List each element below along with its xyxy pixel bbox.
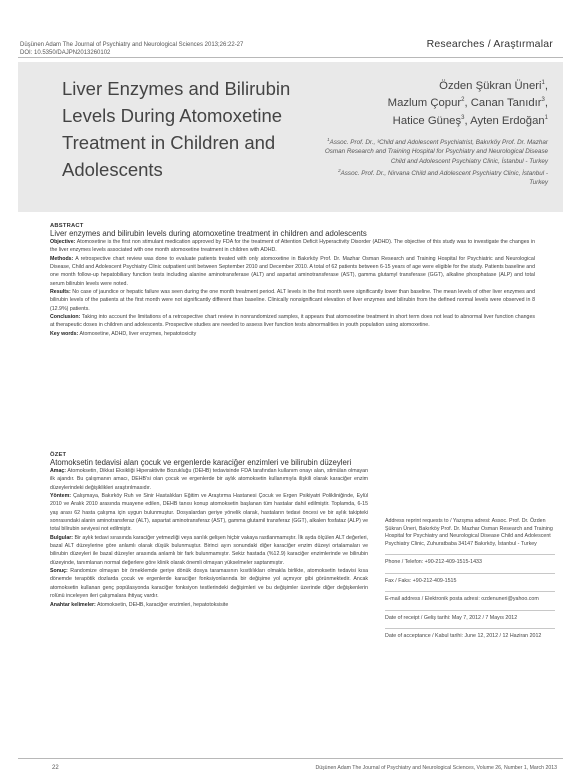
title-line: Adolescents <box>62 159 163 180</box>
author-sep: , <box>464 114 471 127</box>
date-of-acceptance: Date of acceptance / Kabul tarihi: June 12, 2012 / 12 Haziran 2012 <box>385 633 542 639</box>
bulgular-text: Bir aylık tedavi sırasında karaciğer yetmezliği veya sarılık gelişen hiçbir vakaya rastlanmamıştır. İlk ayda ölçülen ALT değerleri, bazal ALT düzeylerine göre anlamlı olarak düşük bulunmuştur. Birinci ayın sonundaki diğer karaciğer enzim düzeyi ortalamaları ve bilirubin düzeyleri ile bazal düzeyler arasında anlamlı bir fark bulunmamıştır. Sekiz hastada (%12.9) karaciğer enzimlerinde ve bilirubin düzeyinde, tanımlanan normal değerlere göre klinik olarak önemli olmayan yükselmeler saptanmıştır. <box>50 534 368 566</box>
affiliation <box>318 135 548 166</box>
affiliation-sup: 2 <box>338 167 341 173</box>
results-text: No case of jaundice or hepatic failure was seen during the one month treatment period. ALT levels in the first month were significantly lower than baseline. The mean levels of other liver enzymes and bilirubin levels of the patients at the first month were not significantly different than baseline. Clinically nonsignificant elevation of liver enzymes and bilirubin from the defined normal levels were observed in 8 (12.9%) patients. <box>50 289 535 312</box>
anahtar-text: Atomoksetin, DEHB, karaciğer enzimleri, hepatotoksisite <box>95 601 229 608</box>
sonuc-text: Randomize olmayan bir örneklemde geriye dönük dosya taramasının kısıtlılıkları olmakla birlikte, atomoksetin tedavisi kısa dönemde terapötik dozlarda çocuk ve ergenlerde karaciğer fonksiyonlarında bir değişime yol açmıyor gibi görünmektedir. Ancak atomoksetin kullanan genç popülasyonda karaciğer fonksiyon testlerindeki değişimleri ve bu değişimler üzerinde diğer değişkenlerin rolünü inceleyen ileri çalışmalara ihtiyaç vardır. <box>50 568 368 600</box>
author-name: Ayten Erdoğan <box>470 114 545 127</box>
amac-text: Atomoksetin, Dikkat Eksikliği Hiperaktivite Bozukluğu (DEHB) tedavisinde FDA tarafından kullanım onayı alan, stimülan olmayan ilk ajandır. Bu çalışmanın amacı, DEHB'si olan çocuk ve ergenlerde bir aylık atomoksetin kullanımıyla ilişkili olarak karaciğer enzim düzeylerindeki değişiklikleri araştırılmasıdır. <box>50 468 368 491</box>
author-sup: 1 <box>541 80 545 86</box>
page-number: 22 <box>52 765 59 771</box>
correspondence-box <box>385 518 555 647</box>
abstract-title: Liver enzymes and bilirubin levels during atomoxetine treatment in children and adolescents <box>50 229 367 238</box>
divider <box>385 554 555 555</box>
yontem-label: Yöntem: <box>50 493 71 500</box>
results-label: Results: <box>50 289 71 296</box>
affiliation <box>318 166 548 188</box>
bulgular-label: Bulgular: <box>50 534 74 541</box>
author-name: Özden Şükran Üneri <box>439 79 542 92</box>
methods-text: A retrospective chart review was done to evaluate patients treated with only atomoxetine in Bakırköy Prof. Dr. Mazhar Osman Research and Training Hospital for Psychiatric and Neurological Disease, Child and Adolescent Psychiatry Clinic outpatient unit between September 2010 and December 2010. A total of 62 patients between 6-15 years of age were eligible for the study. Patients baseline and one month follow-up hepatobiliary function tests including alanine aminotransferase (ALT) and aspartat aminotransferase (AST), gamma glutamyl transferase (GGT), alkaline phosphatase (ALP) and total serum bilirubin levels were noted. <box>50 255 535 287</box>
correspondence-fax: Fax / Faks: +90-212-409-1515 <box>385 577 457 584</box>
author-line <box>308 76 548 93</box>
title-line: Liver Enzymes and Bilirubin <box>62 78 291 99</box>
anahtar-label: Anahtar kelimeler: <box>50 601 96 608</box>
divider <box>385 573 555 574</box>
abstract-heading: ABSTRACT <box>50 223 84 229</box>
author-sep: , <box>544 97 548 110</box>
divider <box>385 610 555 611</box>
conclusion-text: Taking into account the limitations of a retrospective chart review in nonrandomized samples, it appears that atomoxetine treatment in short term does not lead to abnormal liver function changes at therapeutic doses in children and adolescents. Prospective studies are needed to assess liver function tests abnormalities in youth population using atomoxetine. <box>50 314 535 329</box>
objective-label: Objective: <box>50 239 76 245</box>
title-line: Levels During Atomoxetine <box>62 105 283 126</box>
footer-rule <box>18 758 563 759</box>
divider <box>385 628 555 629</box>
ozet-body <box>50 467 368 609</box>
affiliation-text: Assoc. Prof. Dr., Nirvana Child and Adolescent Psychiatry Clinic, İstanbul - Turkey <box>340 169 548 186</box>
author-line <box>308 93 548 110</box>
author-name: Canan Tanıdır <box>470 97 542 110</box>
yontem-text: Çalışmaya, Bakırköy Ruh ve Sinir Hastalıkları Eğitim ve Araştırma Hastanesi Çocuk ve Ergen Psikiyatri Polikliniğinde, Eylül 2010 ve Aralık 2010 arasında muayene edilen, DEHB tanısı konup atomoksetin başlanan tüm hastalar dahil edilmiştir. Toplamda, 6-15 yaş arası 62 hasta çalışma için uygun bulunmuştur. Dosyalardan geriye yönelik olarak, hastaların tedavi öncesi ve bir aylık takipteki sonrasındaki alanin aminotransferaz (ALT), aspartat aminotransferaz (AST), gamma glutamil transferaz (GGT), alkalen fosfataz (ALP) ve total bilirubin seviyesi not edilmiştir. <box>50 493 368 533</box>
amac-label: Amaç: <box>50 468 67 474</box>
journal-citation <box>20 41 243 57</box>
date-of-receipt: Date of receipt / Geliş tarihi: May 7, 2012 / 7 Mayıs 2012 <box>385 614 518 621</box>
author-line <box>308 111 548 128</box>
affiliation-sup: 1 <box>327 137 330 142</box>
ozet-title: Atomoksetin tedavisi alan çocuk ve ergenlerde karaciğer enzimleri ve bilirubin düzeyleri <box>50 458 352 467</box>
doi-line: DOI: 10.5350/DAJPN2013260102 <box>20 50 111 56</box>
abstract-body <box>50 238 535 338</box>
author-sup: 3 <box>541 97 545 104</box>
ozet <box>50 452 368 609</box>
author-sup: 1 <box>544 114 548 121</box>
author-name: Mazlum Çopur <box>387 97 462 110</box>
correspondence-email[interactable]: E-mail address / Elektronik posta adresi: ozdenuneri@yahoo.com <box>385 596 539 602</box>
keywords-label: Key words: <box>50 330 79 337</box>
header-rule <box>18 57 563 58</box>
author-list <box>308 76 548 128</box>
correspondence-phone: Phone / Telefon: +90-212-409-1515-1433 <box>385 559 482 565</box>
author-sep: , <box>544 79 548 92</box>
methods-label: Methods: <box>50 255 74 262</box>
footer-journal: Düşünen Adam The Journal of Psychiatry and Neurological Sciences, Volume 26, Number 1, March 2013 <box>315 765 557 771</box>
divider <box>385 591 555 592</box>
ozet-heading: ÖZET <box>50 452 67 458</box>
affiliations <box>318 135 548 187</box>
article-title <box>62 75 322 183</box>
author-sep: , <box>464 97 471 110</box>
author-name: Hatice Güneş <box>392 114 462 127</box>
correspondence-address: Address reprint requests to / Yazışma adresi: Assoc. Prof. Dr. Özden Şükran Üneri, Bakırköy Prof. Dr. Mazhar Osman Research and Training Hospital for Psychiatry and Neurological Disease Child and Adolescent Psychiatry Clinic, Zuhuratbaba 34147 Bakırköy, İstanbul - Turkey <box>385 518 553 547</box>
journal-line: Düşünen Adam The Journal of Psychiatry and Neurological Sciences 2013;26:22-27 <box>20 42 244 48</box>
conclusion-label: Conclusion: <box>50 314 81 321</box>
affiliation-text: Assoc. Prof. Dr., ³Child and Adolescent Psychiatrist, Bakırköy Prof. Dr. Mazhar Osman Research and Training Hospital for Psychiatry and Neurological Disease Child and Adolescent Psychiatry Clinic, İstanbul - Turkey <box>324 139 548 165</box>
title-line: Treatment in Children and <box>62 132 276 153</box>
keywords-text: Atomoxetine, ADHD, liver enzymes, hepatotoxicity <box>78 330 197 337</box>
sonuc-label: Sonuç: <box>50 568 68 575</box>
abstract <box>50 223 535 338</box>
section-label: Researches / Araştırmalar <box>426 38 553 50</box>
objective-text: Atomoxetine is the first non stimulant medication approved by FDA for the treatment of Attention Deficit Hyperactivity Disorder (ADHD). The objective of this study was to investigate the changes in the liver enzymes levels associated with one month atomoxetine treatment in children with ADHD. <box>50 239 535 254</box>
author-sup: 3 <box>461 114 465 121</box>
author-sup: 2 <box>461 97 465 104</box>
